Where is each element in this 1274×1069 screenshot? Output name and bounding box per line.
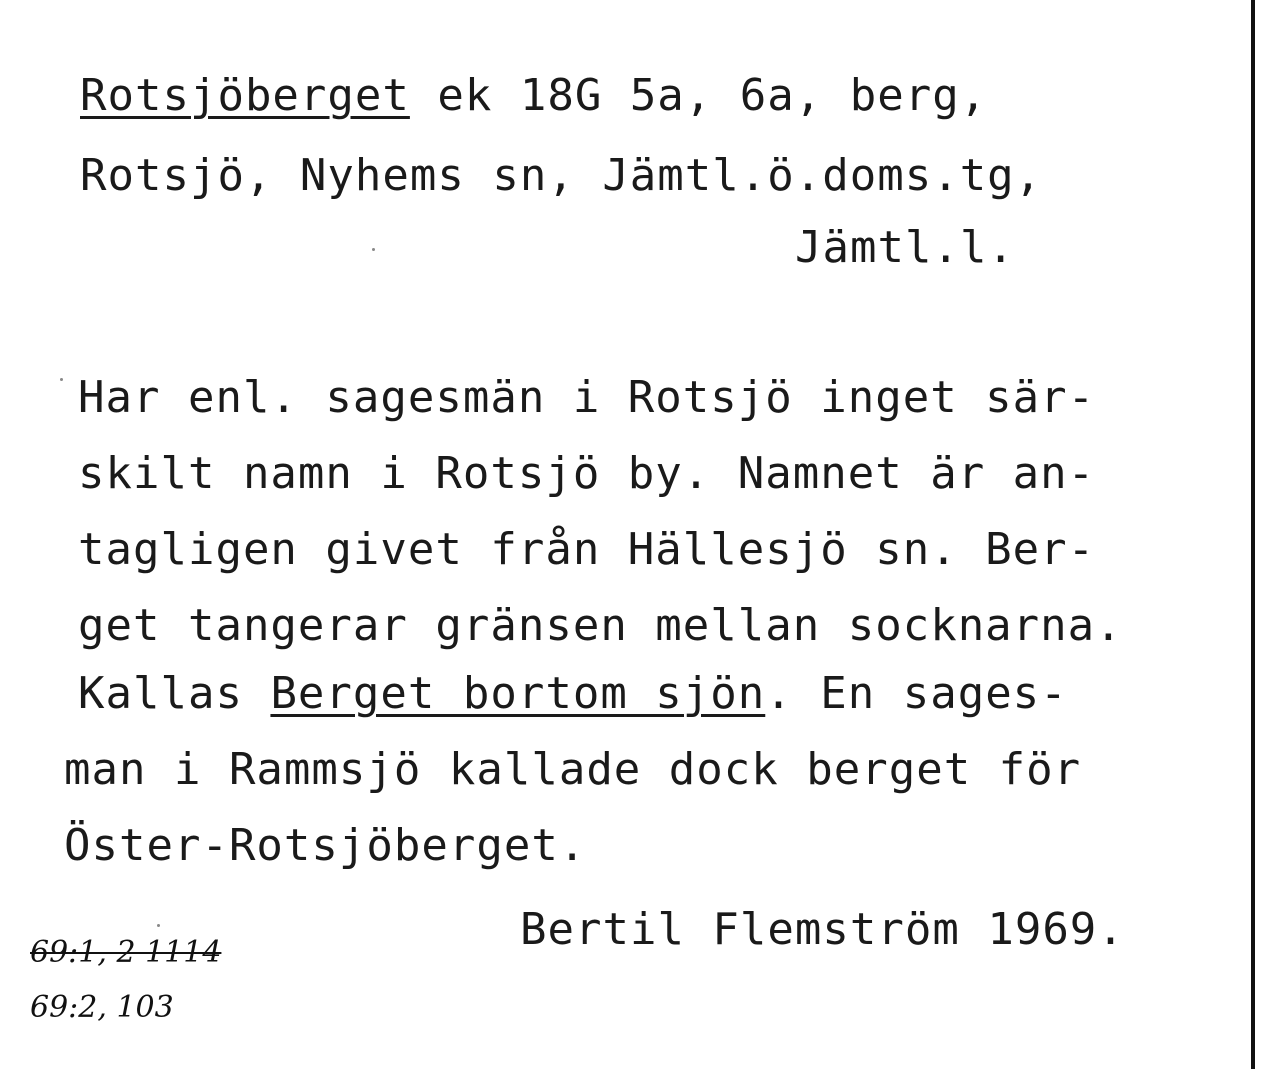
card-edge-line [1251,0,1255,1069]
handwritten-code-1: 69:1, 2 1114 [30,935,222,970]
speck-mark [372,248,375,251]
body-line-6: man i Rammsjö kallade dock berget för [64,744,1082,795]
body-line-7: Öster-Rotsjöberget. [64,820,587,871]
body-line-3: tagligen givet från Hällesjö sn. Ber- [78,524,1096,575]
alt-name-underlined: Berget bortom sjön [270,668,766,719]
header-line-1 [80,70,987,122]
body-line-4: get tangerar gränsen mellan socknarna. [78,600,1123,651]
body-line-5 [78,668,1068,720]
speck-mark [157,924,160,927]
place-name: Rotsjöberget [80,70,410,121]
header-line-3: Jämtl.l. [795,222,1015,273]
header-line-2: Rotsjö, Nyhems sn, Jämtl.ö.doms.tg, [80,150,1043,201]
header-line-1-rest: ek 18G 5a, 6a, berg, [409,70,988,121]
body-line-5-post: . En sages- [765,668,1068,719]
body-line-2: skilt namn i Rotsjö by. Namnet är an- [78,448,1096,499]
handwritten-code-2: 69:2, 103 [30,990,174,1025]
signature: Bertil Flemström 1969. [520,904,1125,955]
body-line-1: Har enl. sagesmän i Rotsjö inget sär- [78,372,1096,423]
body-line-5-pre: Kallas [78,668,271,719]
speck-mark [60,378,63,381]
